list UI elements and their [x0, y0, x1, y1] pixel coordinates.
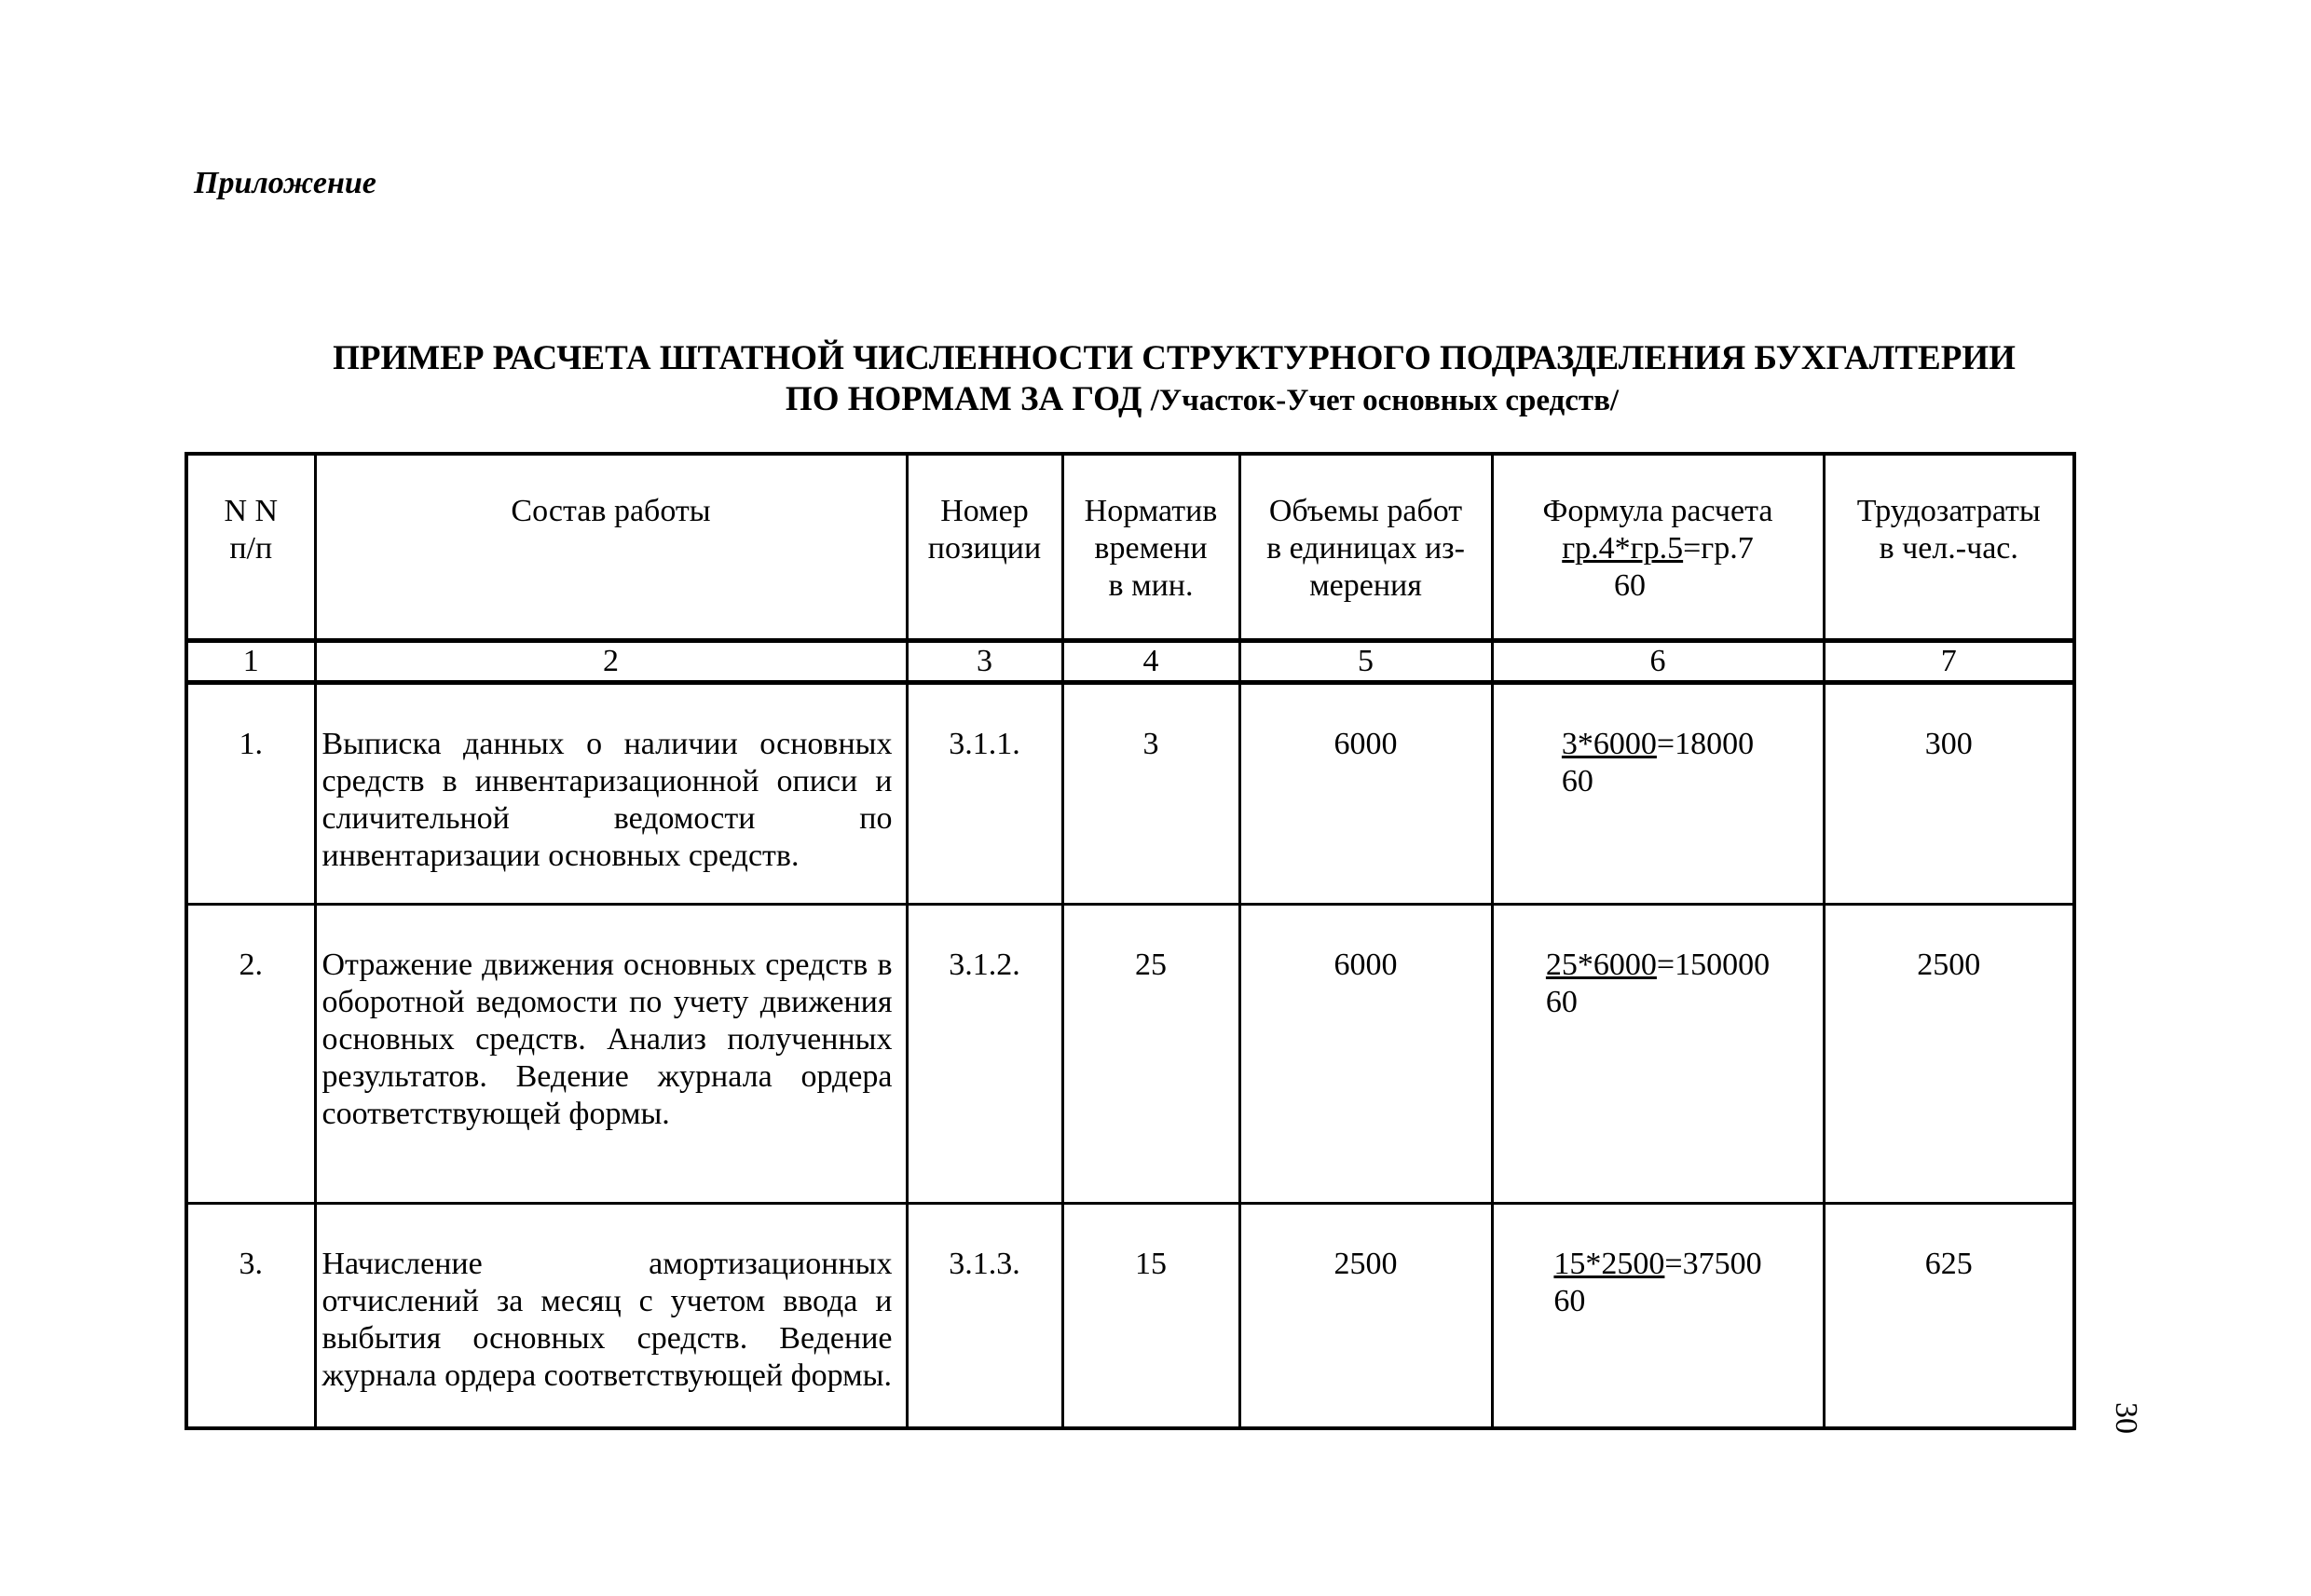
document-subtitle	[186, 379, 2162, 421]
row-position: 3.1.1.	[907, 683, 1062, 905]
header-volume	[1239, 454, 1492, 641]
row-position: 3.1.2.	[907, 905, 1062, 1204]
header-text: гр.4*гр.5	[1562, 531, 1684, 566]
header-text: N N	[224, 494, 279, 528]
column-number: 7	[1824, 641, 2074, 683]
row-labor: 2500	[1824, 905, 2074, 1204]
row-labor: 300	[1824, 683, 2074, 905]
header-text: =гр.7	[1683, 531, 1754, 566]
subtitle-section: /Участок-Учет основных средств/	[1150, 384, 1620, 417]
formula	[1562, 726, 1754, 800]
header-text: Трудозатраты	[1856, 494, 2041, 528]
row-volume: 6000	[1239, 683, 1492, 905]
header-number	[186, 454, 315, 641]
page-number: 30	[2109, 1402, 2143, 1434]
column-number: 4	[1062, 641, 1239, 683]
formula-denominator: 60	[1553, 1284, 1586, 1318]
header-text: времени	[1094, 531, 1208, 566]
row-norm: 3	[1062, 683, 1239, 905]
header-work	[315, 454, 907, 641]
formula-numerator	[1553, 1246, 1761, 1283]
formula-operands: 25*6000	[1545, 948, 1657, 982]
header-text: п/п	[229, 531, 273, 566]
header-formula-line	[1494, 530, 1823, 567]
header-text: в единицах из-	[1266, 531, 1465, 566]
header-row	[186, 454, 2074, 641]
row-norm: 15	[1062, 1204, 1239, 1429]
header-text: Объемы работ	[1268, 494, 1463, 528]
subtitle-main: ПО НОРМАМ ЗА ГОД	[785, 380, 1142, 418]
formula-numerator	[1562, 726, 1754, 763]
row-work: Начисление амортизационных отчислений за месяц с учетом ввода и выбытия основных средств. Ведение журнала ордера соответствующей формы.	[315, 1204, 907, 1429]
header-text: Состав работы	[511, 494, 711, 528]
header-text: в мин.	[1108, 568, 1194, 603]
header-text: Номер	[940, 494, 1029, 528]
header-formula	[1492, 454, 1824, 641]
column-number: 2	[315, 641, 907, 683]
header-labor	[1824, 454, 2074, 641]
formula-numerator	[1546, 947, 1770, 984]
header-text: Формула расчета	[1542, 494, 1773, 528]
formula-operands: 3*6000	[1561, 727, 1657, 761]
table-row	[186, 683, 2074, 905]
header-text: Норматив	[1084, 494, 1218, 528]
row-volume: 2500	[1239, 1204, 1492, 1429]
column-number-row	[186, 641, 2074, 683]
table-row	[186, 905, 2074, 1204]
staffing-table	[185, 452, 2076, 1430]
formula	[1546, 947, 1770, 1021]
table-row	[186, 1204, 2074, 1429]
formula-denominator: 60	[1561, 764, 1593, 798]
header-text: 60	[1614, 568, 1646, 603]
header-norm	[1062, 454, 1239, 641]
column-number: 6	[1492, 641, 1824, 683]
formula-result: =37500	[1664, 1247, 1762, 1281]
row-labor: 625	[1824, 1204, 2074, 1429]
row-number: 3.	[186, 1204, 315, 1429]
formula	[1553, 1246, 1761, 1320]
row-number: 1.	[186, 683, 315, 905]
formula-result: =18000	[1656, 727, 1755, 761]
column-number: 1	[186, 641, 315, 683]
row-work: Выписка данных о наличии основных средств в инвентаризационной описи и сличительной ведомости по инвентаризации основных средств.	[315, 683, 907, 905]
row-position: 3.1.3.	[907, 1204, 1062, 1429]
row-formula	[1492, 683, 1824, 905]
row-work: Отражение движения основных средств в оборотной ведомости по учету движения основных средств. Анализ полученных результатов. Ведение журнала ордера соответствующей формы.	[315, 905, 907, 1204]
header-text: мерения	[1309, 568, 1422, 603]
row-volume: 6000	[1239, 905, 1492, 1204]
row-number: 2.	[186, 905, 315, 1204]
formula-denominator: 60	[1545, 985, 1578, 1019]
document-title: ПРИМЕР РАСЧЕТА ШТАТНОЙ ЧИСЛЕННОСТИ СТРУКТУРНОГО ПОДРАЗДЕЛЕНИЯ БУХГАЛТЕРИИ	[333, 339, 2016, 377]
formula-result: =150000	[1656, 948, 1771, 982]
header-text: в чел.-час.	[1879, 531, 2018, 566]
column-number: 5	[1239, 641, 1492, 683]
row-formula	[1492, 1204, 1824, 1429]
formula-operands: 15*2500	[1553, 1247, 1665, 1281]
header-position	[907, 454, 1062, 641]
row-formula	[1492, 905, 1824, 1204]
row-norm: 25	[1062, 905, 1239, 1204]
header-text: позиции	[927, 531, 1042, 566]
column-number: 3	[907, 641, 1062, 683]
appendix-label: Приложение	[194, 166, 376, 200]
